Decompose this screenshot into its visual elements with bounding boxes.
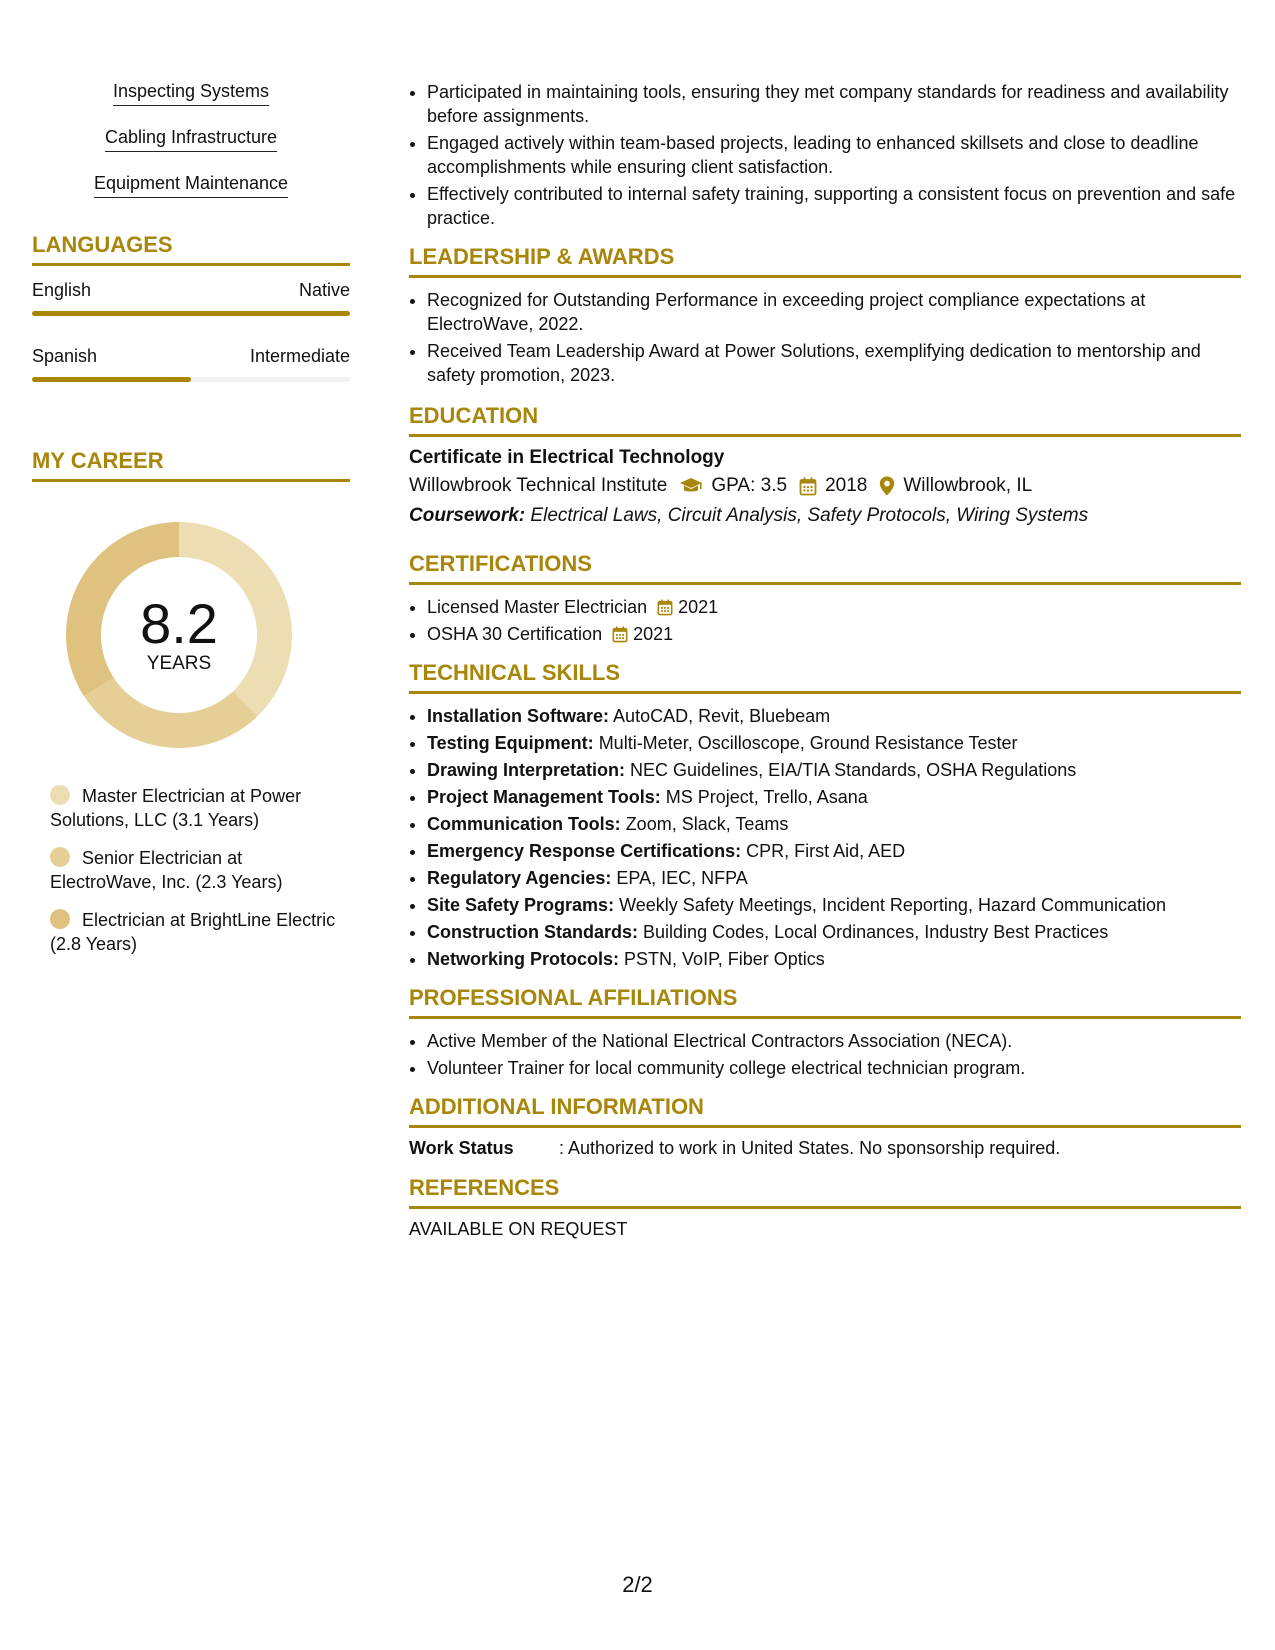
- graduation-year: 2018: [825, 475, 868, 496]
- skill-item: • Regulatory Agencies: EPA, IEC, NFPA: [427, 866, 1241, 890]
- skill-item: • Construction Standards: Building Codes, Local Ordinances, Industry Best Practices: [427, 920, 1241, 944]
- certification-item: [427, 595, 1241, 619]
- language-name: Spanish: [32, 346, 98, 366]
- legend-item: Master Electrician at Power Solutions, LLC (3.1 Years): [50, 786, 302, 830]
- experience-bullet: • Engaged actively within team-based projects, leading to enhanced skillsets and close to deadline accomplishments while ensuring client satisfaction.: [427, 131, 1241, 179]
- legend-dot: [50, 847, 70, 867]
- affiliations-heading: PROFESSIONAL AFFILIATIONS: [409, 985, 1241, 1019]
- language-level: Native: [298, 280, 350, 300]
- certification-item: [427, 622, 1241, 646]
- skill-item: • Site Safety Programs: Weekly Safety Meetings, Incident Reporting, Hazard Communication: [427, 893, 1241, 917]
- experience-list: [409, 80, 1241, 230]
- calendar-icon: [799, 477, 817, 496]
- award-item: • Recognized for Outstanding Performance in exceeding project compliance expectations at ElectroWave, 2022.: [427, 288, 1241, 336]
- experience-bullet: • Effectively contributed to internal safety training, supporting a consistent focus on prevention and safe practice.: [427, 182, 1241, 230]
- calendar-icon: [657, 599, 673, 616]
- work-status-label: Work Status: [409, 1138, 514, 1158]
- technical-skills-list: [409, 704, 1241, 971]
- affiliation-item: • Active Member of the National Electrical Contractors Association (NECA).: [427, 1029, 1241, 1053]
- references-heading: REFERENCES: [409, 1175, 1241, 1209]
- career-unit: YEARS: [146, 653, 212, 674]
- skill-item: • Networking Protocols: PSTN, VoIP, Fiber Optics: [427, 947, 1241, 971]
- education-details: [409, 475, 1241, 497]
- certifications-heading: CERTIFICATIONS: [409, 551, 1241, 585]
- graduation-cap-icon: [679, 477, 703, 495]
- career-total: 8.2: [140, 592, 218, 655]
- work-status-value: : Authorized to work in United States. No sponsorship required.: [559, 1138, 1061, 1158]
- language-bar-fill: [32, 311, 350, 316]
- technical-skills-heading: TECHNICAL SKILLS: [409, 660, 1241, 694]
- skill-tag: Inspecting Systems: [32, 80, 350, 106]
- skill-item: • Emergency Response Certifications: CPR, First Aid, AED: [427, 839, 1241, 863]
- work-status-row: [409, 1138, 1241, 1159]
- skill-tag: Cabling Infrastructure: [32, 126, 350, 152]
- language-item: [32, 346, 350, 382]
- award-item: • Received Team Leadership Award at Power Solutions, exemplifying dedication to mentorship and safety promotion, 2023.: [427, 339, 1241, 387]
- language-name: English: [32, 280, 92, 300]
- language-level: Intermediate: [249, 346, 350, 366]
- career-legend: [32, 784, 350, 956]
- location-pin-icon: [879, 476, 895, 496]
- main-content: [409, 80, 1241, 1240]
- additional-info-heading: ADDITIONAL INFORMATION: [409, 1094, 1241, 1128]
- coursework-list: Electrical Laws, Circuit Analysis, Safety Protocols, Wiring Systems: [530, 505, 1089, 526]
- skill-item: • Drawing Interpretation: NEC Guidelines, EIA/TIA Standards, OSHA Regulations: [427, 758, 1241, 782]
- skill-item: • Installation Software: AutoCAD, Revit, Bluebeam: [427, 704, 1241, 728]
- page-number: 2/2: [622, 1572, 653, 1597]
- leadership-heading: LEADERSHIP & AWARDS: [409, 244, 1241, 278]
- career-donut: [66, 522, 292, 748]
- legend-dot: [50, 785, 70, 805]
- certification-name: • OSHA 30 Certification: [427, 624, 603, 644]
- leadership-list: [409, 288, 1241, 387]
- references-text: AVAILABLE ON REQUEST: [409, 1219, 628, 1239]
- career-heading: MY CAREER: [32, 448, 350, 482]
- degree-title: Certificate in Electrical Technology: [409, 447, 725, 468]
- gpa: GPA: 3.5: [711, 475, 788, 496]
- school-name: Willowbrook Technical Institute: [409, 475, 668, 496]
- languages-heading: LANGUAGES: [32, 232, 350, 266]
- language-bar-fill: [32, 377, 191, 382]
- sidebar: [32, 80, 350, 970]
- skill-tag: Equipment Maintenance: [32, 172, 350, 198]
- skill-item: • Testing Equipment: Multi-Meter, Oscilloscope, Ground Resistance Tester: [427, 731, 1241, 755]
- skill-item: • Project Management Tools: MS Project, Trello, Asana: [427, 785, 1241, 809]
- school-location: Willowbrook, IL: [903, 475, 1033, 496]
- certification-year: 2021: [633, 624, 674, 644]
- legend-item: Electrician at BrightLine Electric (2.8 Years): [50, 910, 336, 954]
- coursework: [409, 505, 1241, 527]
- legend-item: Senior Electrician at ElectroWave, Inc. (2.3 Years): [50, 848, 283, 892]
- coursework-label: Coursework:: [409, 505, 526, 526]
- affiliation-item: • Volunteer Trainer for local community college electrical technician program.: [427, 1056, 1241, 1080]
- affiliations-list: [409, 1029, 1241, 1080]
- skill-item: • Communication Tools: Zoom, Slack, Teams: [427, 812, 1241, 836]
- education-heading: EDUCATION: [409, 403, 1241, 437]
- calendar-icon: [612, 626, 628, 643]
- language-item: [32, 280, 350, 316]
- experience-bullet: • Participated in maintaining tools, ensuring they met company standards for readiness and availability before assignments.: [427, 80, 1241, 128]
- certifications-list: [409, 595, 1241, 646]
- certification-year: 2021: [678, 597, 719, 617]
- language-bar: [32, 377, 350, 382]
- language-bar: [32, 311, 350, 316]
- certification-name: • Licensed Master Electrician: [427, 597, 648, 617]
- legend-dot: [50, 909, 70, 929]
